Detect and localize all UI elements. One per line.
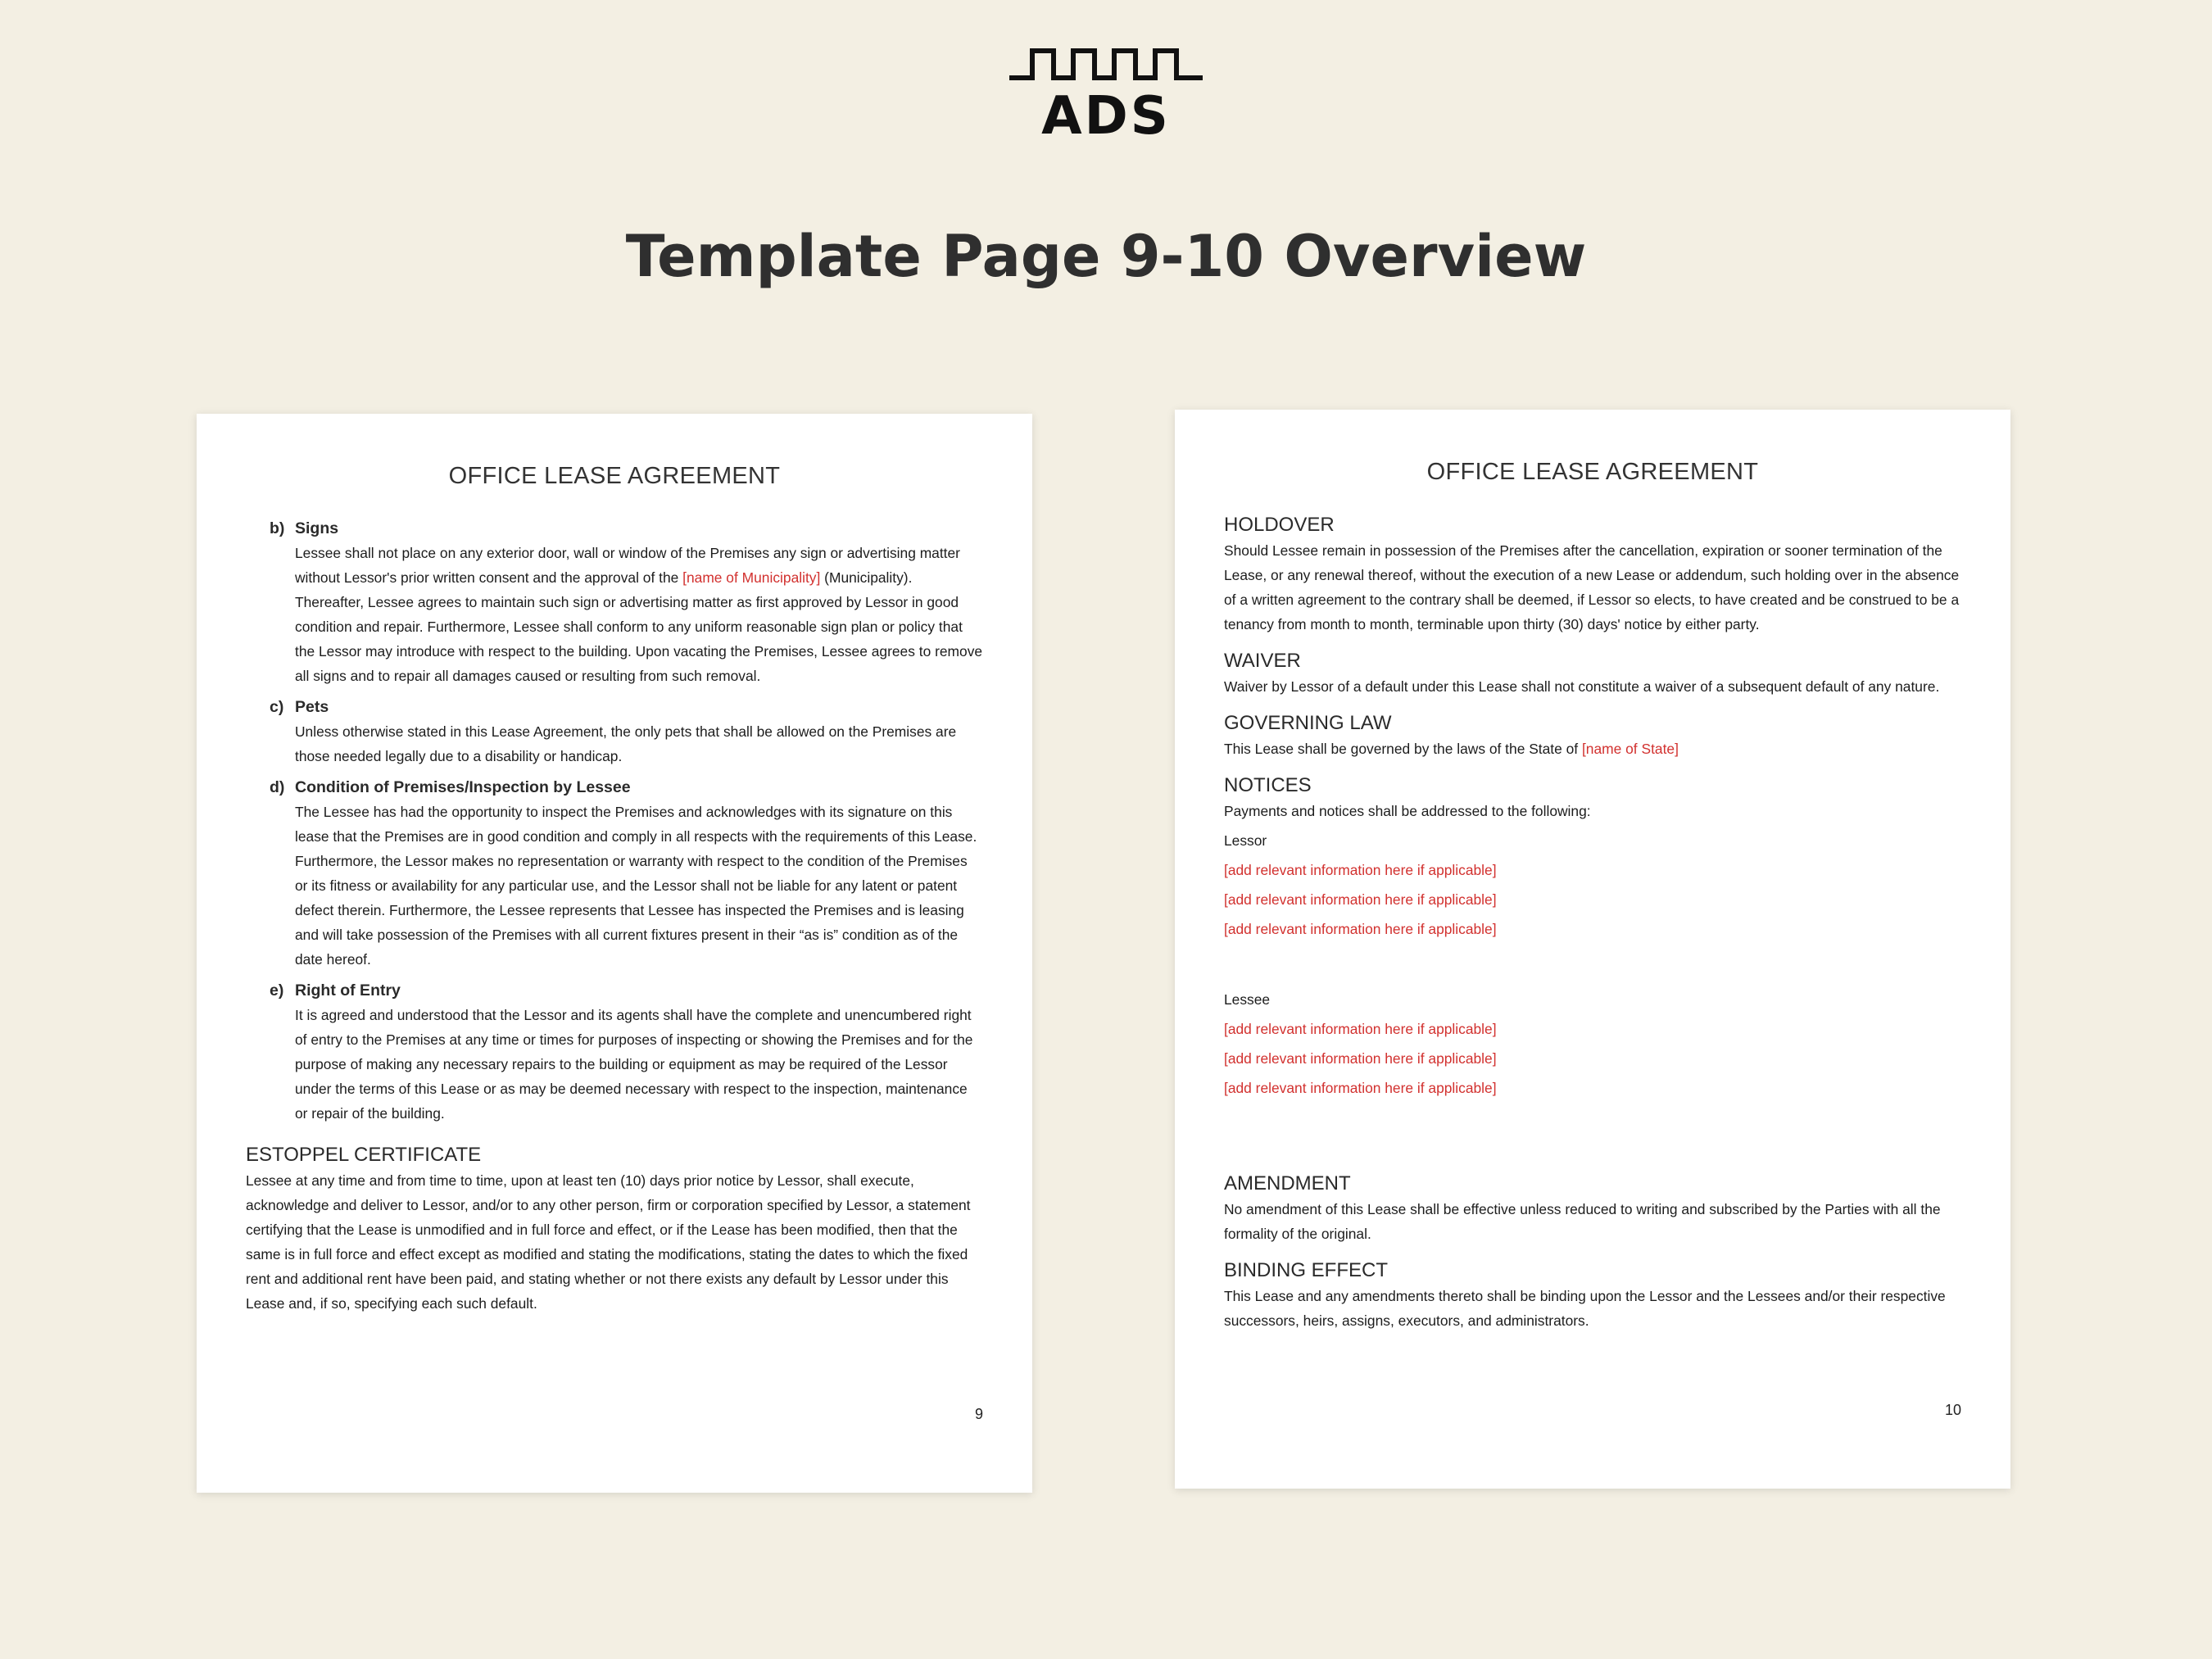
- page-title: Template Page 9-10 Overview: [625, 223, 1587, 290]
- section-heading: GOVERNING LAW: [1224, 712, 1392, 734]
- spacer: [1224, 946, 1961, 987]
- section-heading: NOTICES: [1224, 774, 1312, 796]
- logo-wave-icon: [1008, 45, 1204, 82]
- section-heading: WAIVER: [1224, 650, 1301, 672]
- ads-logo: [1008, 45, 1204, 147]
- section-text-part: This Lease shall be governed by the laws of the State of: [1224, 741, 1582, 757]
- section-heading: AMENDMENT: [1224, 1172, 1351, 1194]
- lessor-info-line: [add relevant information here if applicable]: [1224, 862, 1497, 878]
- lessee-info-line: [add relevant information here if applicable]: [1224, 1050, 1497, 1067]
- clause-text-part: Lessee shall not place on any exterior door, wall or window of the Premises any sign or advertising matter without Lessor's prior written consent and the approval of the: [295, 545, 960, 586]
- doc-title: OFFICE LEASE AGREEMENT: [1426, 459, 1759, 485]
- clause-letter: d): [270, 778, 285, 796]
- section-heading: ESTOPPEL CERTIFICATE: [246, 1144, 482, 1166]
- clause-heading: Right of Entry: [295, 981, 401, 999]
- section-binding-effect: [1224, 1258, 1961, 1333]
- section-text: Should Lessee remain in possession of the Premises after the cancellation, expiration or sooner termination of the Lease, or any renewal thereof, without the execution of a new Lease or addendum, such holding over in the absence of a written agreement to the contrary shall be deemed, if Lessor so elects, to have created and be construed to be a tenancy from month to month, terminable upon thirty (30) days' notice by either party.: [1224, 542, 1960, 632]
- section-waiver: [1224, 648, 1961, 699]
- section-estoppel: [246, 1142, 983, 1316]
- section-heading: BINDING EFFECT: [1224, 1259, 1389, 1281]
- section-governing-law: [1224, 710, 1961, 761]
- page-content: [246, 516, 983, 1327]
- document-page-9: [197, 414, 1032, 1493]
- lessor-info-line: [add relevant information here if applicable]: [1224, 921, 1497, 937]
- clause-letter: e): [270, 981, 284, 999]
- lessee-label: Lessee: [1224, 991, 1271, 1008]
- clause-text: The Lessee has had the opportunity to inspect the Premises and acknowledges with its signature on this lease that the Premises are in good condition and comply in all respects with the requirements of this Lease. Furthermore, the Lessor makes no representation or warranty with respect to the condition of the Premises or its fitness or availability for any particular use, and the Lessor shall not be liable for any latent or patent defect therein. Furthermore, the Lessee represents that Lessee has inspected the Premises and is leasing and will take possession of the Premises with all current fixtures present in their “as is” condition as of the date hereof.: [295, 804, 977, 968]
- placeholder-state: [name of State]: [1581, 741, 1679, 757]
- clause-text: Unless otherwise stated in this Lease Agreement, the only pets that shall be allowed on the Premises are those needed legally due to a disability or handicap.: [295, 723, 957, 764]
- section-text: Waiver by Lessor of a default under this Lease shall not constitute a waiver of a subsequent default of any nature.: [1224, 678, 1940, 695]
- clause-letter: c): [270, 698, 284, 716]
- clause-heading: Pets: [295, 698, 329, 716]
- clause-text: [295, 541, 983, 688]
- doc-title: OFFICE LEASE AGREEMENT: [448, 463, 781, 489]
- section-text: No amendment of this Lease shall be effective unless reduced to writing and subscribed by the Parties with all the formality of the original.: [1224, 1201, 1941, 1242]
- clause-heading: Signs: [295, 519, 339, 537]
- clause-heading: Condition of Premises/Inspection by Lessee: [295, 778, 631, 796]
- lessee-info-line: [add relevant information here if applicable]: [1224, 1080, 1497, 1096]
- page-number: 9: [974, 1406, 983, 1422]
- clause-letter: b): [270, 519, 285, 537]
- lessor-label: Lessor: [1224, 832, 1267, 849]
- section-text: [1224, 737, 1961, 761]
- page-number: 10: [1944, 1402, 1961, 1418]
- clause-text-part: (Municipality). Thereafter, Lessee agrees to maintain such sign or advertising matter as first approved by Lessor in good condition and repair. Furthermore, Lessee shall conform to any uniform reasonable sign plan or policy that the Lessor may introduce with respect to the building. Upon vacating the Premises, Lessee agrees to remove all signs and to repair all damages caused or resulting from such removal.: [295, 569, 983, 684]
- logo-text: ADS: [1041, 86, 1171, 147]
- placeholder-municipality: [name of Municipality]: [682, 569, 821, 586]
- lessor-info-line: [add relevant information here if applicable]: [1224, 891, 1497, 908]
- clause-pets: [246, 695, 983, 768]
- notices-intro: Payments and notices shall be addressed to the following:: [1224, 803, 1591, 819]
- page-content: [1224, 512, 1961, 1344]
- clause-text: It is agreed and understood that the Lessor and its agents shall have the complete and unencumbered right of entry to the Premises at any time or times for purposes of inspecting or showing the Premises and for the purpose of making any necessary repairs to the building or equipment as may be required of the Lessor under the terms of this Lease or as may be deemed necessary with respect to the inspection, maintenance or repair of the building.: [295, 1007, 973, 1122]
- section-amendment: [1224, 1171, 1961, 1246]
- spacer: [1224, 1105, 1961, 1159]
- section-text: Lessee at any time and from time to time, upon at least ten (10) days prior notice by Lessor, shall execute, acknowledge and deliver to Lessor, and/or to any other person, firm or corporation specified by Lessor, a statement certifying that the Lease is unmodified and in full force and effect, or if the Lease has been modified, then that the same is in full force and effect except as modified and stating the modifications, stating the dates to which the fixed rent and additional rent have been paid, and stating whether or not there exists any default by Lessor under this Lease and, if so, specifying each such default.: [246, 1172, 971, 1312]
- section-notices: [1224, 773, 1961, 1159]
- section-heading: HOLDOVER: [1224, 514, 1335, 536]
- clause-signs: [246, 516, 983, 688]
- clause-right-of-entry: [246, 978, 983, 1126]
- document-page-10: [1175, 410, 2010, 1489]
- section-holdover: [1224, 512, 1961, 637]
- lessee-info-line: [add relevant information here if applicable]: [1224, 1021, 1497, 1037]
- section-text: This Lease and any amendments thereto shall be binding upon the Lessor and the Lessees and/or their respective successors, heirs, assigns, executors, and administrators.: [1224, 1288, 1946, 1329]
- clause-condition-of-premises: [246, 775, 983, 972]
